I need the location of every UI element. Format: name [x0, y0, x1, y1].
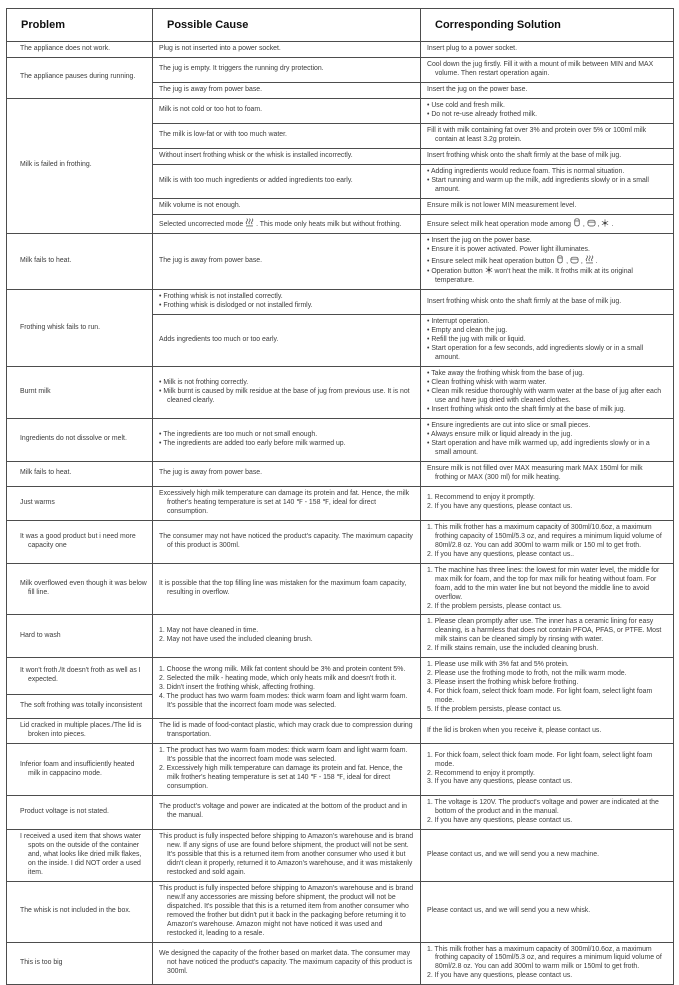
column-header-problem: Problem: [7, 9, 153, 42]
column-header-corresponding-solution: Corresponding Solution: [421, 9, 674, 42]
table-row: [7, 615, 674, 658]
text-line: This product is fully inspected before shipping to Amazon's warehouse and is brand new. If any signs of use are found before shipment, the product will not be sent. It's possible that this is a returned item from another consumer who used it but didn't clean it properly, returned it to Amazon's warehouse, and it was mistakenly restocked and sold again.: [159, 832, 414, 876]
text-line: • Interrupt operation.: [427, 318, 490, 326]
text-line: • Adding ingredients would reduce foam. This is normal situation.: [427, 167, 625, 175]
text-line: Selected uncorrected mode . This mode only heats milk but without frothing.: [159, 218, 414, 230]
cause-cell: [153, 719, 421, 744]
text-line: Insert frothing whisk onto the shaft firmly at the base of milk jug.: [427, 297, 622, 305]
text-line: Cool down the jug firstly. Fill it with a mount of milk between MIN and MAX volume. Then restart operation again.: [427, 60, 654, 77]
text-line: 2. If you have any questions, please contact us.: [427, 816, 573, 824]
text-line: 1. The product has two warm foam modes: thick warm foam and light warm foam. It's possible that the incorrect foam mode was selected.: [159, 747, 408, 764]
text-line: 2. If you have any questions, please contact us.: [427, 503, 573, 511]
solution-cell: [421, 461, 674, 486]
solution-cell: [421, 486, 674, 520]
cause-cell: [153, 461, 421, 486]
text-line: It is possible that the top filling line was mistaken for the maximum foam capacity, resulting in overflow.: [159, 580, 407, 597]
text-line: • Clean frothing whisk with warm water.: [427, 379, 547, 387]
problem-cell: [7, 42, 153, 58]
cause-cell: [153, 829, 421, 881]
text-line: Please contact us, and we will send you a new machine.: [427, 850, 599, 858]
text-line: 1. Choose the wrong milk. Milk fat content should be 3% and protein content 5%.: [159, 665, 406, 673]
text-line: • Always ensure milk or liquid already in the jug.: [427, 431, 573, 438]
problem-cell: [7, 290, 153, 367]
problem-cell: [7, 57, 153, 98]
text-line: Milk overflowed even though it was below fill line.: [20, 580, 147, 597]
text-line: 2. If you have any questions, please contact us..: [427, 550, 575, 558]
troubleshooting-table: [6, 8, 674, 985]
text-line: 5. If the problem persists, please contact us.: [427, 706, 562, 714]
text-line: Milk fails to heat.: [20, 257, 72, 264]
text-line: 2. Selected the milk - heating mode, which only heats milk and doesn't froth it.: [159, 674, 397, 682]
text-line: Inferior foam and insufficiently heated milk in cappacino mode.: [20, 760, 135, 777]
solution-cell: [421, 214, 674, 233]
text-line: • The ingredients are added too early before milk warmed up.: [159, 439, 346, 447]
cause-cell: [153, 563, 421, 615]
text-line: I received a used item that shows water spots on the outside of the container and, what looks like dried milk flakes, on the inside. I did NOT order a used item.: [20, 832, 142, 876]
problem-cell: [7, 233, 153, 290]
solution-cell: [421, 164, 674, 198]
text-line: Burnt milk: [20, 388, 51, 396]
text-line: • Start operation for a few seconds, add ingredients slowly or in a small amount.: [427, 345, 644, 362]
problem-cell: [7, 486, 153, 520]
text-line: 2. May not have used the included cleaning brush.: [159, 636, 313, 644]
cause-cell: [153, 881, 421, 942]
text-line: • Ensure it is power activated. Power light illuminates.: [427, 245, 590, 253]
problem-cell: [7, 419, 153, 462]
problem-cell: [7, 461, 153, 486]
text-line: 2. If you have any questions, please contact us.: [427, 972, 573, 980]
text-line: This is too big: [20, 958, 63, 966]
solution-cell: [421, 520, 674, 563]
text-line: 2. Please use the frothing mode to froth, not the milk warm mode.: [427, 670, 627, 678]
cause-cell: [153, 942, 421, 985]
light-foam-cup-icon: [570, 256, 579, 267]
text-line: The appliance pauses during running.: [20, 73, 136, 81]
text-line: Without insert frothing whisk or the whisk is installed incorrectly.: [159, 151, 353, 159]
text-line: 1. The voltage is 120V. The product's voltage and power are indicated at the bottom of the product and in the manual.: [427, 798, 659, 815]
text-line: Insert frothing whisk onto the shaft firmly at the base of milk jug.: [427, 151, 622, 159]
text-line: Ensure select milk heat operation mode among , , .: [427, 218, 667, 230]
snowflake-icon: [601, 219, 609, 230]
cause-cell: [153, 795, 421, 829]
text-line: The consumer may not have noticed the product's capacity. The maximum capacity of this product is 300ml.: [159, 532, 413, 549]
text-line: 1. This milk frother has a maximum capacity of 300ml/10.6oz, a maximum frothing capacity of 150ml/5.3 oz, and requires a minimum liquid volume of 80ml/2.8 oz. You can add 300ml to warm milk or 150ml to get froth.: [427, 945, 662, 971]
text-line: • Empty and clean the jug.: [427, 327, 508, 335]
table-row: [7, 942, 674, 985]
text-line: 3. Didn't insert the frothing whisk, affecting frothing.: [159, 683, 315, 691]
text-line: • The ingredients are too much or not small enough.: [159, 431, 318, 438]
text-line: The milk is low-fat or with too much water.: [159, 131, 287, 139]
table-row: [7, 57, 674, 82]
text-line: Excessively high milk temperature can damage its protein and fat. Hence, the milk frother's heating temperature is set at 140 ℉ - 158 ℉, ideal for direct consumption.: [159, 489, 410, 515]
cause-cell: [153, 164, 421, 198]
solution-cell: [421, 148, 674, 164]
problem-cell: [7, 881, 153, 942]
cause-cell: [153, 658, 421, 719]
header-row: [7, 9, 674, 42]
text-line: 1. Please clean promptly after use. The inner has a ceramic lining for easy cleaning, is a harmless that does not contain PFOA, PFAS, or PTFE. Most milk stains can be cleaned simply by rinsing with water.: [427, 618, 662, 644]
table-row: [7, 98, 674, 123]
text-line: 3. If you have any questions, please contact us.: [427, 778, 573, 786]
cause-cell: [153, 367, 421, 419]
text-line: 2. Recommend to enjoy it promptly.: [427, 769, 535, 777]
heat-mode-icon: [245, 218, 254, 230]
cause-cell: [153, 198, 421, 214]
column-header-possible-cause: Possible Cause: [153, 9, 421, 42]
problem-cell: [7, 658, 153, 695]
text-line: It was a good product but i need more capacity one: [20, 532, 136, 549]
table-row: [7, 233, 674, 290]
thick-foam-cup-icon: [556, 255, 564, 267]
text-line: The appliance does not work.: [20, 45, 111, 52]
solution-cell: [421, 123, 674, 148]
cause-cell: [153, 615, 421, 658]
cause-cell: [153, 486, 421, 520]
problem-cell: [7, 98, 153, 233]
table-row: [7, 367, 674, 419]
text-line: If the lid is broken when you receive it, please contact us.: [427, 726, 602, 734]
solution-cell: [421, 942, 674, 985]
problem-cell: [7, 829, 153, 881]
problem-cell: [7, 695, 153, 719]
text-line: Hard to wash: [20, 631, 61, 639]
text-line: The jug is away from power base.: [159, 469, 263, 477]
problem-cell: [7, 744, 153, 796]
text-line: 2. Excessively high milk temperature can damage its protein and fat. Hence, the milk frother's heating temperature is set at 140 ℉ - 158 ℉, ideal for direct consumption.: [159, 765, 403, 790]
solution-cell: [421, 315, 674, 367]
text-line: • Operation button won't heat the milk. It froths milk at its original temperature.: [427, 268, 633, 285]
text-line: • Milk burnt is caused by milk residue at the base of jug from previous use. It is not cleaned clearly.: [159, 388, 410, 405]
text-line: • Ensure select milk heat operation button , , .: [427, 255, 667, 267]
solution-cell: [421, 57, 674, 82]
text-line: • Insert frothing whisk onto the shaft firmly at the base of milk jug.: [427, 406, 626, 414]
solution-cell: [421, 42, 674, 58]
text-line: Ingredients do not dissolve or melt.: [20, 435, 127, 443]
text-line: 1. May not have cleaned in time.: [159, 627, 259, 635]
cause-cell: [153, 57, 421, 82]
solution-cell: [421, 615, 674, 658]
cause-cell: [153, 315, 421, 367]
table-row: [7, 563, 674, 615]
cause-cell: [153, 82, 421, 98]
text-line: The lid is made of food-contact plastic, which may crack due to compression during transportation.: [159, 722, 413, 739]
table-row: [7, 881, 674, 942]
text-line: Milk is with too much ingredients or added ingredients too early.: [159, 176, 353, 184]
text-line: 3. Please insert the frothing whisk before frothing.: [427, 679, 579, 687]
cause-cell: [153, 233, 421, 290]
problem-cell: [7, 563, 153, 615]
cause-cell: [153, 42, 421, 58]
thick-foam-cup-icon: [573, 218, 581, 230]
text-line: The soft frothing was totally inconsistent: [20, 702, 143, 710]
table-row: [7, 795, 674, 829]
snowflake-icon: [485, 266, 493, 277]
text-line: 1. Recommend to enjoy it promptly.: [427, 494, 535, 502]
cause-cell: [153, 214, 421, 233]
problem-cell: [7, 615, 153, 658]
text-line: 2. If the problem persists, please contact us.: [427, 602, 562, 610]
cause-cell: [153, 98, 421, 123]
text-line: 1. The machine has three lines: the lowest for min water level, the middle for max milk for foam, and the top for max milk for heating without foam. For foam, add to the min water line but not beyond the middle line to avoid overflow.: [427, 566, 660, 601]
text-line: It won't froth./It doesn't froth as well as I expected.: [20, 667, 141, 684]
table-row: [7, 658, 674, 695]
solution-cell: [421, 367, 674, 419]
text-line: The jug is empty. It triggers the running dry protection.: [159, 65, 324, 73]
cause-cell: [153, 744, 421, 796]
text-line: Fill it with milk containing fat over 3% and protein over 5% or 100ml milk contain at least 3.2g protein.: [427, 126, 647, 143]
table-body: [7, 42, 674, 985]
table-row: [7, 461, 674, 486]
text-line: Milk volume is not enough.: [159, 201, 241, 209]
text-line: 2. If milk stains remain, use the included cleaning brush.: [427, 645, 599, 653]
text-line: • Refill the jug with milk or liquid.: [427, 336, 526, 344]
text-line: • Take away the frothing whisk from the base of jug.: [427, 370, 585, 378]
text-line: • Do not re-use already frothed milk.: [427, 110, 538, 118]
table-row: [7, 42, 674, 58]
text-line: 1. This milk frother has a maximum capacity of 300ml/10.6oz, a maximum frothing capacity of 150ml/5.3 oz, and requires a minimum liquid volume of 80ml/2.8 oz. You can add 300ml to warm milk or 150 ml to get froth.: [427, 523, 662, 549]
problem-cell: [7, 367, 153, 419]
text-line: • Insert the jug on the power base.: [427, 236, 532, 244]
problem-cell: [7, 942, 153, 985]
table-row: [7, 290, 674, 315]
solution-cell: [421, 881, 674, 942]
table-row: [7, 744, 674, 796]
text-line: • Ensure ingredients are cut into slice or small pieces.: [427, 422, 591, 430]
table-header: [7, 9, 674, 42]
text-line: Please contact us, and we will send you a new whisk.: [427, 907, 591, 915]
text-line: Frothing whisk fails to run.: [20, 323, 101, 331]
text-line: 1. Please use milk with 3% fat and 5% protein.: [427, 661, 569, 669]
text-line: The product's voltage and power are indicated at the bottom of the product and in the manual.: [159, 803, 408, 820]
solution-cell: [421, 658, 674, 719]
text-line: Milk is failed in frothing.: [20, 161, 92, 169]
table-row: [7, 719, 674, 744]
cause-cell: [153, 123, 421, 148]
text-line: Insert the jug on the power base.: [427, 85, 528, 93]
text-line: Product voltage is not stated.: [20, 807, 109, 815]
text-line: Adds ingredients too much or too early.: [159, 336, 279, 344]
text-line: We designed the capacity of the frother based on market data. The consumer may not have noticed the product's capacity. The maximum capacity of this product is 300ml.: [159, 949, 413, 975]
light-foam-cup-icon: [587, 219, 596, 230]
text-line: Ensure milk is not lower MIN measurement level.: [427, 201, 577, 209]
solution-cell: [421, 563, 674, 615]
text-line: • Milk is not frothing correctly.: [159, 379, 249, 387]
text-line: • Frothing whisk is not installed correctly.: [159, 293, 283, 301]
cause-cell: [153, 148, 421, 164]
text-line: Insert plug to a power socket.: [427, 45, 518, 52]
text-line: Ensure milk is not filled over MAX measuring mark MAX 150ml for milk frothing or MAX (300 ml) for milk heating.: [427, 464, 643, 481]
solution-cell: [421, 82, 674, 98]
text-line: 4. For thick foam, select thick foam mode. For light foam, select light foam mode.: [427, 688, 653, 705]
solution-cell: [421, 744, 674, 796]
text-line: The jug is away from power base.: [159, 257, 263, 264]
text-line: This product is fully inspected before shipping to Amazon's warehouse and is brand new.If any accessories are missing before shipment, the product will not be dispatched. It's possible that this is a returned item from another consumer who removed the frother but didn't put it back in the packaging before returning it to Amazon's warehouse. Amazon might not have noticed it was used and restocked it, leading to a resale.: [159, 884, 414, 937]
cause-cell: [153, 520, 421, 563]
text-line: Plug is not inserted into a power socket.: [159, 45, 281, 52]
cause-cell: [153, 419, 421, 462]
solution-cell: [421, 290, 674, 315]
solution-cell: [421, 829, 674, 881]
text-line: • Start operation and have milk warmed up, add ingredients slowly or in a small amount.: [427, 439, 650, 456]
text-line: The jug is away from power base.: [159, 85, 263, 93]
text-line: • Start running and warm up the milk, add ingredients slowly or in a small amount.: [427, 176, 649, 193]
solution-cell: [421, 198, 674, 214]
text-line: 4. The product has two warm foam modes: thick warm foam and light warm foam. It's possible that the incorrect foam mode was selected.: [159, 692, 408, 709]
problem-cell: [7, 795, 153, 829]
solution-cell: [421, 98, 674, 123]
text-line: • Frothing whisk is dislodged or not installed firmly.: [159, 302, 313, 310]
table-row: [7, 486, 674, 520]
solution-cell: [421, 795, 674, 829]
text-line: Milk is not cold or too hot to foam.: [159, 106, 263, 114]
table-row: [7, 520, 674, 563]
text-line: • Clean milk residue thoroughly with warm water at the base of jug after each use and have jug dried with cleaned clothes.: [427, 388, 662, 405]
text-line: 1. For thick foam, select thick foam mode. For light foam, select light foam mode.: [427, 751, 653, 768]
text-line: Lid cracked in multiple places./The lid is broken into pieces.: [20, 722, 142, 739]
table-row: [7, 419, 674, 462]
text-line: Just warms: [20, 498, 55, 506]
solution-cell: [421, 233, 674, 290]
cause-cell: [153, 290, 421, 315]
heat-mode-icon: [585, 255, 594, 267]
text-line: The whisk is not included in the box.: [20, 907, 131, 915]
solution-cell: [421, 719, 674, 744]
text-line: Milk fails to heat.: [20, 469, 72, 477]
table-row: [7, 829, 674, 881]
problem-cell: [7, 520, 153, 563]
problem-cell: [7, 719, 153, 744]
text-line: • Use cold and fresh milk.: [427, 101, 505, 109]
solution-cell: [421, 419, 674, 462]
